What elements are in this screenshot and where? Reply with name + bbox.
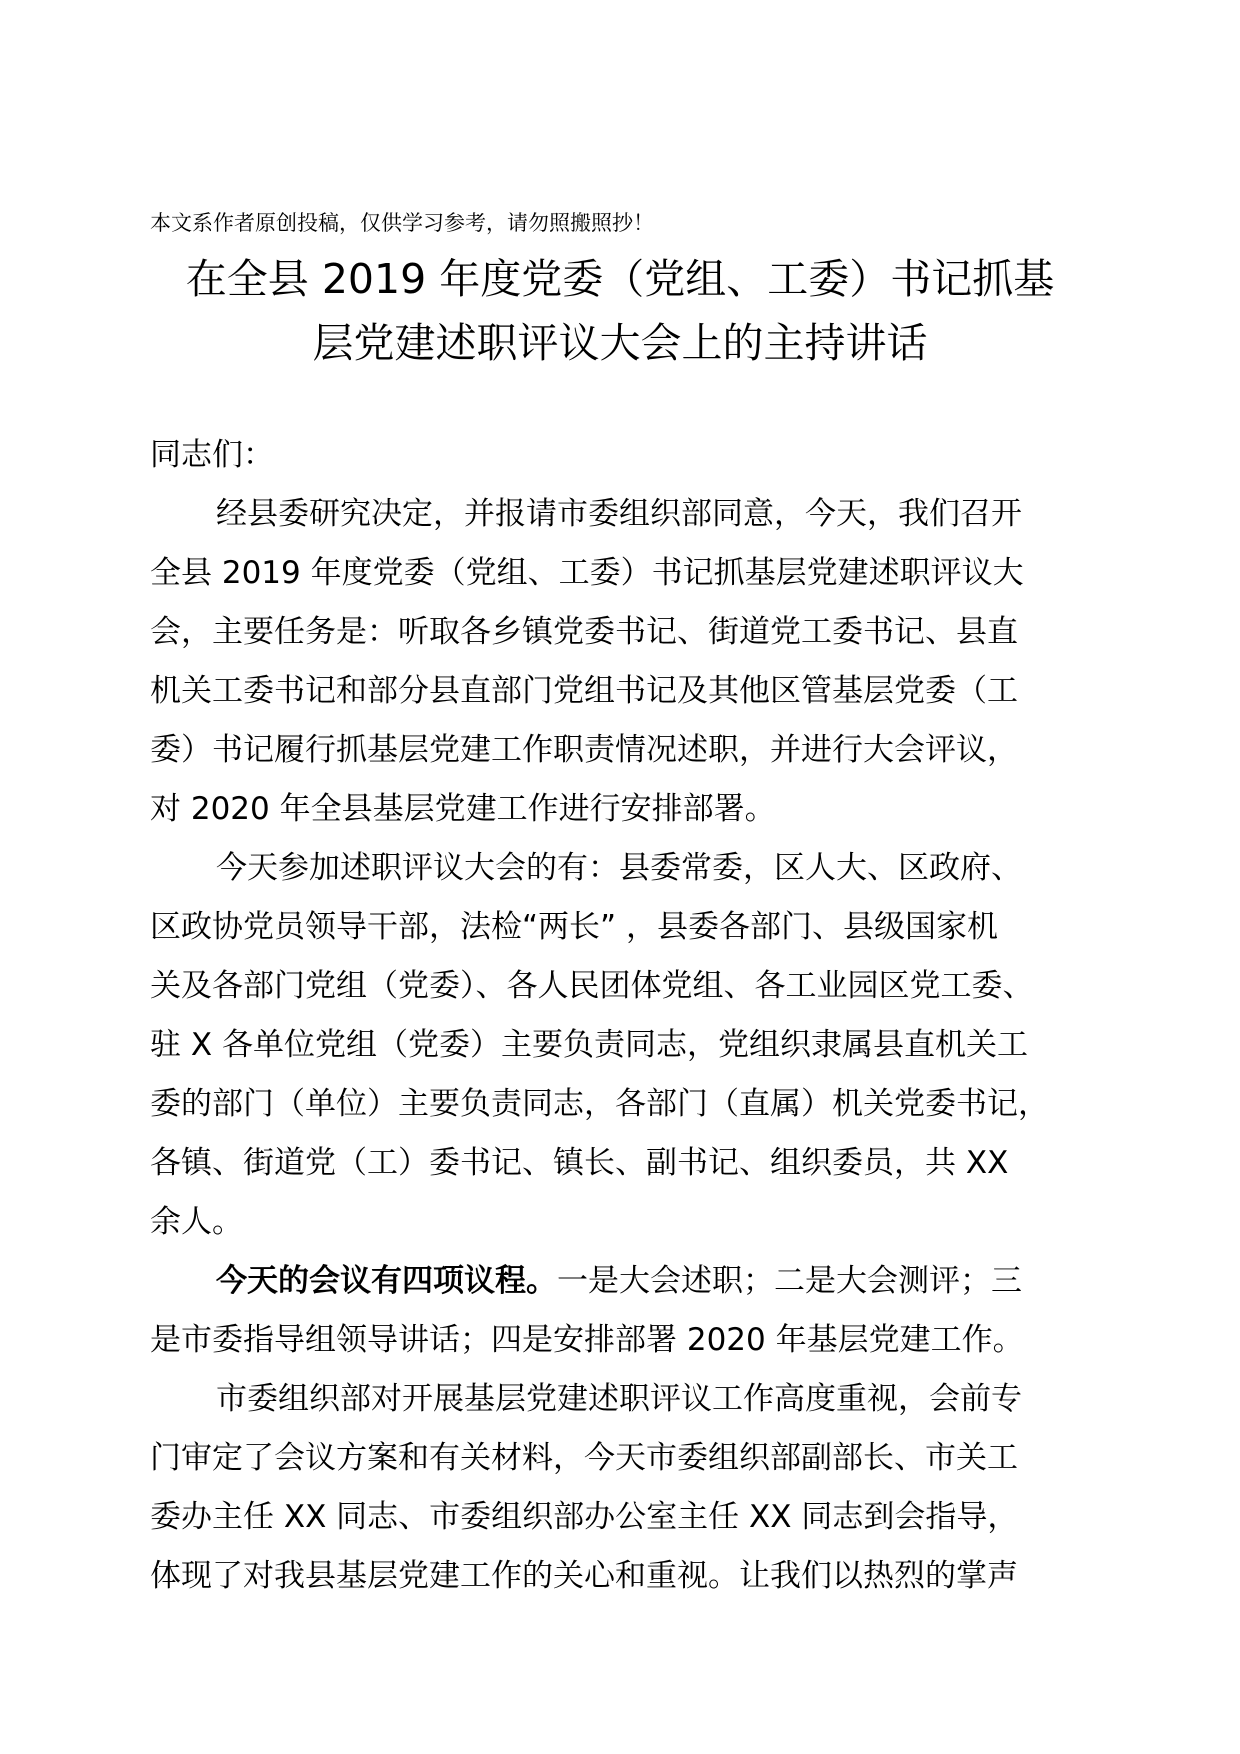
paragraph-line: 今天参加述职评议大会的有：县委常委，区人大、区政府、 <box>216 850 1022 886</box>
paragraph-attendees <box>150 839 1110 1252</box>
agenda-lead: 今天的会议有四项议程。 <box>216 1263 557 1299</box>
paragraph-line <box>150 1252 1110 1311</box>
paragraph-line: 关及各部门党组（党委）、各人民团体党组、各工业园区党工委、 <box>150 968 1034 1004</box>
paragraph-opening <box>150 485 1110 839</box>
document-body <box>150 426 1110 1606</box>
paragraph-line: 是市委指导组领导讲话；四是安排部署 2020 年基层党建工作。 <box>150 1322 1024 1358</box>
paragraph-line: 对 2020 年全县基层党建工作进行安排部署。 <box>150 791 776 827</box>
copyright-notice: 本文系作者原创投稿，仅供学习参考，请勿照搬照抄！ <box>150 211 654 235</box>
paragraph-line: 驻 X 各单位党组（党委）主要负责同志，党组织隶属县直机关工 <box>150 1027 1028 1063</box>
paragraph-line: 委的部门（单位）主要负责同志，各部门（直属）机关党委书记， <box>150 1086 1049 1122</box>
paragraph-line: 会，主要任务是：听取各乡镇党委书记、街道党工委书记、县直 <box>150 614 1018 650</box>
paragraph-line: 机关工委书记和部分县直部门党组书记及其他区管基层党委（工 <box>150 673 1018 709</box>
paragraph-line: 体现了对我县基层党建工作的关心和重视。让我们以热烈的掌声 <box>150 1558 1018 1594</box>
paragraph-agenda <box>150 1252 1110 1370</box>
paragraph-line: 经县委研究决定，并报请市委组织部同意，今天，我们召开 <box>216 496 1022 532</box>
agenda-text: 一是大会述职；二是大会测评；三 <box>557 1263 1022 1299</box>
paragraph-line: 余人。 <box>150 1204 243 1240</box>
paragraph-line: 委办主任 XX 同志、市委组织部办公室主任 XX 同志到会指导， <box>150 1499 1019 1535</box>
paragraph-line: 区政协党员领导干部，法检“两长” ，县委各部门、县级国家机 <box>150 909 998 945</box>
paragraph-line: 各镇、街道党（工）委书记、镇长、副书记、组织委员，共 XX <box>150 1145 1009 1181</box>
paragraph-line: 门审定了会议方案和有关材料，今天市委组织部副部长、市关工 <box>150 1440 1018 1476</box>
title-line: 在全县 2019 年度党委（党组、工委）书记抓基 <box>185 255 1055 303</box>
greeting: 同志们： <box>150 437 274 473</box>
document-title <box>130 247 1110 375</box>
paragraph-line: 全县 2019 年度党委（党组、工委）书记抓基层党建述职评议大 <box>150 555 1024 591</box>
paragraph-line: 委）书记履行抓基层党建工作职责情况述职，并进行大会评议， <box>150 732 1018 768</box>
title-line: 层党建述职评议大会上的主持讲话 <box>312 319 928 367</box>
paragraph-line: 市委组织部对开展基层党建述职评议工作高度重视，会前专 <box>216 1381 1022 1417</box>
paragraph-guidance <box>150 1370 1110 1606</box>
